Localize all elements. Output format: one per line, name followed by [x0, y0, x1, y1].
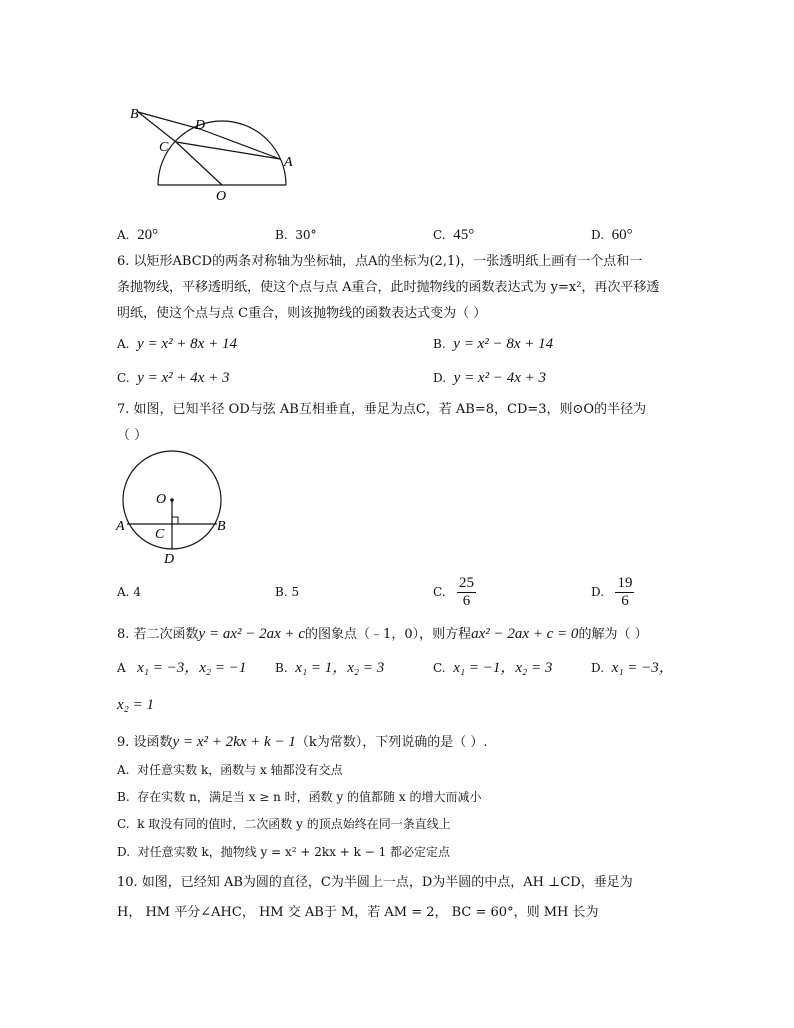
option-letter: C.: [117, 371, 130, 385]
fraction-numerator: 19: [617, 575, 633, 591]
figure-semicircle: [120, 102, 320, 202]
q10-line-1: 10. 如图，已经知 AB为圆的直径，C为半圆上一点，D为半圆的中点，AH ⊥CD，垂足为: [117, 875, 633, 890]
q7-option-a: [117, 583, 141, 601]
option-letter: A.: [117, 337, 130, 351]
option-letter: C.: [433, 228, 446, 242]
option-letter: A.: [117, 585, 130, 599]
option-letter: B.: [433, 337, 446, 351]
option-text: k 取没有同的值时，二次函数 y 的顶点始终在同一条直线上: [137, 817, 451, 831]
q8-stem: [117, 625, 648, 644]
option-letter: D.: [591, 661, 605, 675]
q9-option-d: [117, 843, 450, 861]
q5-option-d: [591, 226, 633, 244]
q8-option-d-continued: [117, 696, 154, 714]
label-o: O: [156, 492, 167, 507]
option-letter: B.: [275, 661, 288, 675]
figure-circle: [112, 450, 232, 570]
label-b: B: [217, 519, 226, 534]
option-text: 对任意实数 k，抛物线 y = x² + 2kx + k − 1 都必定定点: [137, 845, 451, 859]
option-text: 存在实数 n，满足当 x ≥ n 时，函数 y 的值都随 x 的增大而减小: [137, 790, 482, 804]
option-text: x₁ = 1，x₂ = 3: [295, 660, 385, 676]
q8-mid: 的图象点（﹣1，0），则方程: [305, 627, 472, 642]
q10-line-2: H， HM 平分∠AHC， HM 交 AB于 M，若 AM = 2， BC = 60°，则 MH 长为: [117, 905, 599, 920]
q9-prefix: 9. 设函数: [117, 735, 173, 750]
q9-option-a: [117, 761, 343, 779]
option-text: x₁ = −3，x₂ = −1: [137, 660, 247, 676]
fraction-denominator: 6: [462, 593, 471, 609]
label-c: C: [155, 527, 165, 542]
q8-option-d: [591, 659, 674, 677]
q7-option-b: [275, 583, 299, 601]
q8-function: y = ax² − 2ax + c: [198, 626, 306, 642]
option-text: 5: [291, 585, 300, 599]
option-text: 60°: [611, 227, 633, 243]
label-c: C: [159, 140, 169, 155]
option-letter: B.: [275, 228, 288, 242]
q8-option-b: [275, 659, 384, 677]
q7-option-c: [433, 573, 476, 611]
option-letter: B.: [117, 790, 130, 804]
q5-option-c: [433, 226, 474, 244]
segment-bc: [138, 112, 176, 142]
right-angle-mark: [172, 517, 178, 524]
option-text: x₁ = −3，: [611, 660, 674, 676]
fraction-denominator: 6: [621, 593, 629, 609]
label-o: O: [216, 189, 227, 202]
label-d: D: [195, 118, 206, 133]
option-text: 4: [133, 585, 141, 599]
q5-option-b: [275, 226, 317, 244]
q5-option-a: [117, 226, 158, 244]
label-a: A: [116, 519, 125, 534]
fraction-25-6: [457, 575, 476, 610]
segment-da: [200, 129, 280, 159]
option-letter: A.: [117, 763, 130, 777]
option-letter: A: [117, 661, 126, 675]
option-letter: C.: [433, 661, 446, 675]
option-text: y = x² − 4x + 3: [453, 370, 546, 386]
q9-option-b: [117, 788, 481, 806]
q9-option-c: [117, 815, 451, 833]
fraction-19-6: [615, 575, 634, 610]
option-letter: C.: [433, 585, 446, 599]
q9-function: y = x² + 2kx + k − 1: [172, 734, 296, 750]
option-letter: D.: [117, 845, 131, 859]
option-letter: D.: [433, 371, 447, 385]
label-b: B: [130, 107, 139, 122]
q7-line-1: 7. 如图，已知半径 OD与弦 AB互相垂直，垂足为点C，若 AB=8，CD=3，则⊙O的半径为: [117, 402, 647, 417]
label-d: D: [164, 552, 175, 567]
q6-option-c: [117, 369, 230, 387]
option-text: 45°: [453, 227, 475, 243]
option-text: 20°: [137, 227, 159, 243]
option-text: y = x² − 8x + 14: [453, 336, 554, 352]
q8-option-a: [117, 659, 246, 677]
q6-line-2: 条抛物线，平移透明纸，使这个点与点 A重合，此时抛物线的函数表达式为 y=x²，再次平移透: [117, 280, 660, 295]
q7-option-d: [591, 573, 634, 611]
q8-suffix: 的解为（ ）: [578, 627, 648, 642]
q9-stem: [117, 733, 487, 752]
option-letter: D.: [591, 228, 605, 242]
label-a: A: [284, 155, 293, 170]
option-text: x₂ = 1: [117, 697, 154, 713]
q8-option-c: [433, 659, 552, 677]
q6-line-3: 明纸，使这个点与点 C重合，则该抛物线的函数表达式变为（ ）: [117, 306, 487, 321]
option-text: 对任意实数 k，函数与 x 轴都没有交点: [137, 763, 343, 777]
option-letter: D.: [591, 585, 605, 599]
option-text: x₁ = −1，x₂ = 3: [453, 660, 553, 676]
semicircle-arc: [158, 121, 286, 185]
segment-bd: [138, 112, 200, 129]
option-text: y = x² + 4x + 3: [137, 370, 230, 386]
q6-line-1: 6. 以矩形ABCD的两条对称轴为坐标轴，点A的坐标为(2,1)，一张透明纸上画有一个点和一: [117, 254, 643, 269]
option-letter: C.: [117, 817, 130, 831]
center-dot: [170, 498, 174, 502]
option-text: 30°: [295, 228, 317, 242]
q8-prefix: 8. 若二次函数: [117, 627, 199, 642]
q6-option-d: [433, 369, 546, 387]
q8-equation: ax² − 2ax + c = 0: [471, 626, 579, 642]
q6-option-a: [117, 335, 237, 353]
q6-option-b: [433, 335, 553, 353]
option-letter: A.: [117, 228, 130, 242]
q7-line-2: （ ）: [117, 428, 148, 443]
q9-suffix: （k为常数），下列说确的是（ ）.: [295, 735, 488, 750]
option-letter: B.: [275, 585, 288, 599]
option-text: y = x² + 8x + 14: [137, 336, 237, 352]
fraction-numerator: 25: [459, 575, 475, 591]
